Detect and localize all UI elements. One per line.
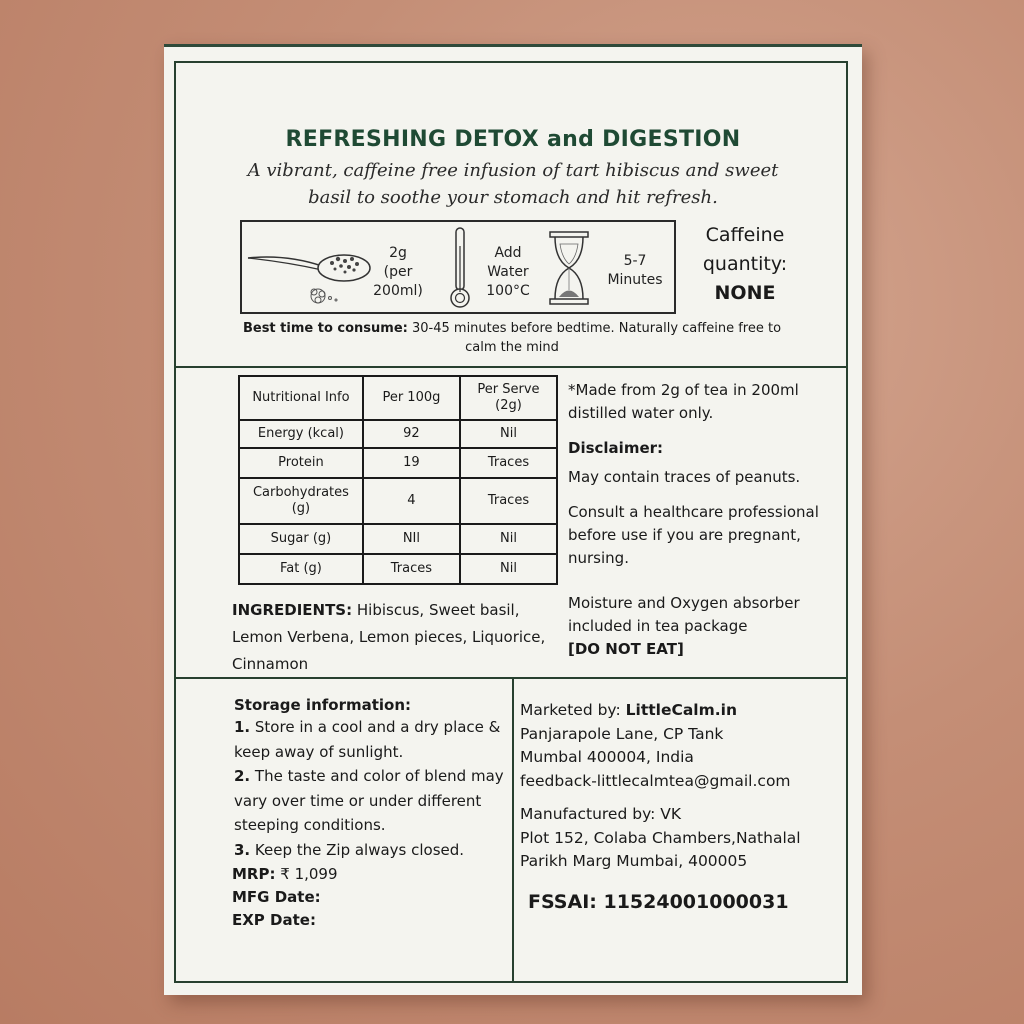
do-not-eat-line	[568, 638, 848, 661]
table-row	[239, 448, 557, 478]
storage-info	[234, 695, 524, 862]
marketed-line-1	[520, 699, 840, 723]
exp-date-label: EXP Date:	[232, 911, 316, 929]
time-line-2: Minutes	[607, 272, 663, 288]
thermometer-icon	[448, 226, 472, 310]
best-time-text: 30-45 minutes before bedtime. Naturally caffeine free to calm the mind	[412, 321, 782, 355]
manufacturer-name: Manufactured by: VK	[520, 805, 682, 823]
amount-line-2: (per	[383, 264, 413, 280]
spoon-icon	[246, 236, 376, 308]
storage-item-number: 3.	[234, 840, 251, 859]
mfg-date-label: MFG Date:	[232, 888, 321, 906]
hourglass-icon	[548, 230, 590, 306]
table-cell: 92	[363, 420, 460, 448]
storage-item	[234, 715, 524, 764]
best-time-label: Best time to consume:	[242, 321, 408, 336]
storage-item	[234, 764, 524, 838]
caffeine-info	[680, 221, 810, 308]
amount-text	[372, 244, 424, 301]
brand-name: LittleCalm.in	[625, 701, 737, 719]
ingredients-text: Hibiscus, Sweet basil, Lemon Verbena, Lemon pieces, Liquorice, Cinnamon	[232, 601, 546, 673]
table-cell: Energy (kcal)	[239, 420, 363, 448]
consult-note: Consult a healthcare professional before use if you are pregnant, nursing.	[568, 503, 819, 567]
mrp-label: MRP:	[232, 865, 276, 883]
table-cell: Nil	[460, 524, 557, 554]
disclaimer-label: Disclaimer:	[568, 439, 664, 457]
water-line-1: Add	[494, 245, 522, 261]
storage-item-number: 2.	[234, 767, 251, 785]
amount-line-3: 200ml)	[373, 283, 423, 299]
label-frame	[174, 61, 848, 983]
brewing-instructions	[240, 220, 676, 314]
disclaimer-text: May contain traces of peanuts.	[568, 468, 801, 486]
best-time-info	[232, 319, 792, 357]
manufacturer-address-2: Parikh Marg Mumbai, 400005	[520, 852, 748, 870]
table-header-cell: Nutritional Info	[239, 376, 363, 420]
product-subtitle: A vibrant, caffeine free infusion of tart hibiscus and sweet basil to soothe your stomach and hit refresh.	[247, 160, 779, 208]
tea-label-card	[164, 44, 862, 995]
disclaimer-heading	[568, 437, 848, 460]
water-line-2: Water	[487, 264, 529, 280]
mrp-line	[232, 863, 522, 886]
table-row	[239, 554, 557, 584]
table-cell: 19	[363, 448, 460, 478]
time-line-1: 5-7	[623, 253, 647, 269]
divider-top	[176, 366, 846, 368]
do-not-eat-warning: [DO NOT EAT]	[568, 640, 684, 658]
amount-line-1: 2g	[389, 245, 407, 261]
caffeine-label-1: Caffeine	[705, 224, 785, 246]
caffeine-value: NONE	[714, 282, 776, 304]
storage-item-number: 1.	[234, 718, 251, 736]
table-cell: Sugar (g)	[239, 524, 363, 554]
marketed-address-1: Panjarapole Lane, CP Tank	[520, 724, 724, 743]
table-cell: 4	[363, 478, 460, 524]
table-cell: Nil	[460, 554, 557, 584]
notes-panel	[568, 379, 848, 661]
exp-line	[232, 909, 522, 932]
made-from-note: *Made from 2g of tea in 200ml distilled water only.	[568, 381, 799, 422]
table-cell: NIl	[363, 524, 460, 554]
table-cell: Carbohydrates (g)	[239, 478, 363, 524]
water-text	[480, 244, 536, 301]
table-header-cell: Per 100g	[363, 376, 460, 420]
absorber-note: Moisture and Oxygen absorber included in tea package	[568, 594, 800, 635]
storage-heading: Storage information:	[234, 696, 412, 714]
table-row	[239, 524, 557, 554]
manufactured-by	[520, 803, 840, 874]
storage-item-text: Keep the Zip always closed.	[250, 840, 465, 859]
ingredients-list	[232, 597, 562, 678]
table-cell: Protein	[239, 448, 363, 478]
table-row	[239, 478, 557, 524]
ingredients-label: INGREDIENTS:	[232, 601, 353, 619]
caffeine-label-2: quantity:	[702, 253, 788, 275]
time-text	[600, 252, 670, 290]
mrp-value: ₹ 1,099	[275, 865, 338, 883]
marketed-by	[520, 699, 840, 793]
table-header-cell: Per Serve (2g)	[460, 376, 557, 420]
marketed-label: Marketed by:	[520, 701, 626, 719]
table-cell: Traces	[460, 478, 557, 524]
table-header-row	[239, 376, 557, 420]
table-cell: Traces	[363, 554, 460, 584]
storage-item-text: The taste and color of blend may vary over time or under different steeping conditions.	[234, 767, 504, 834]
marketed-address-2: Mumbal 400004, India	[520, 748, 694, 766]
contact-email: feedback-littlecalmtea@gmail.com	[520, 771, 791, 790]
storage-item-text: Store in a cool and a dry place & keep away of sunlight.	[234, 718, 501, 761]
storage-item	[234, 838, 524, 863]
table-cell: Traces	[460, 448, 557, 478]
water-line-3: 100°C	[486, 283, 530, 299]
mfg-line	[232, 886, 522, 909]
fssai-number: FSSAI: 11524001000031	[528, 891, 789, 913]
price-dates	[232, 863, 522, 932]
table-cell: Fat (g)	[239, 554, 363, 584]
product-title: REFRESHING DETOX and DIGESTION	[285, 127, 741, 152]
manufacturer-address-1: Plot 152, Colaba Chambers,Nathalal	[520, 828, 801, 847]
table-row	[239, 420, 557, 448]
nutrition-table	[238, 375, 558, 585]
table-cell: Nil	[460, 420, 557, 448]
